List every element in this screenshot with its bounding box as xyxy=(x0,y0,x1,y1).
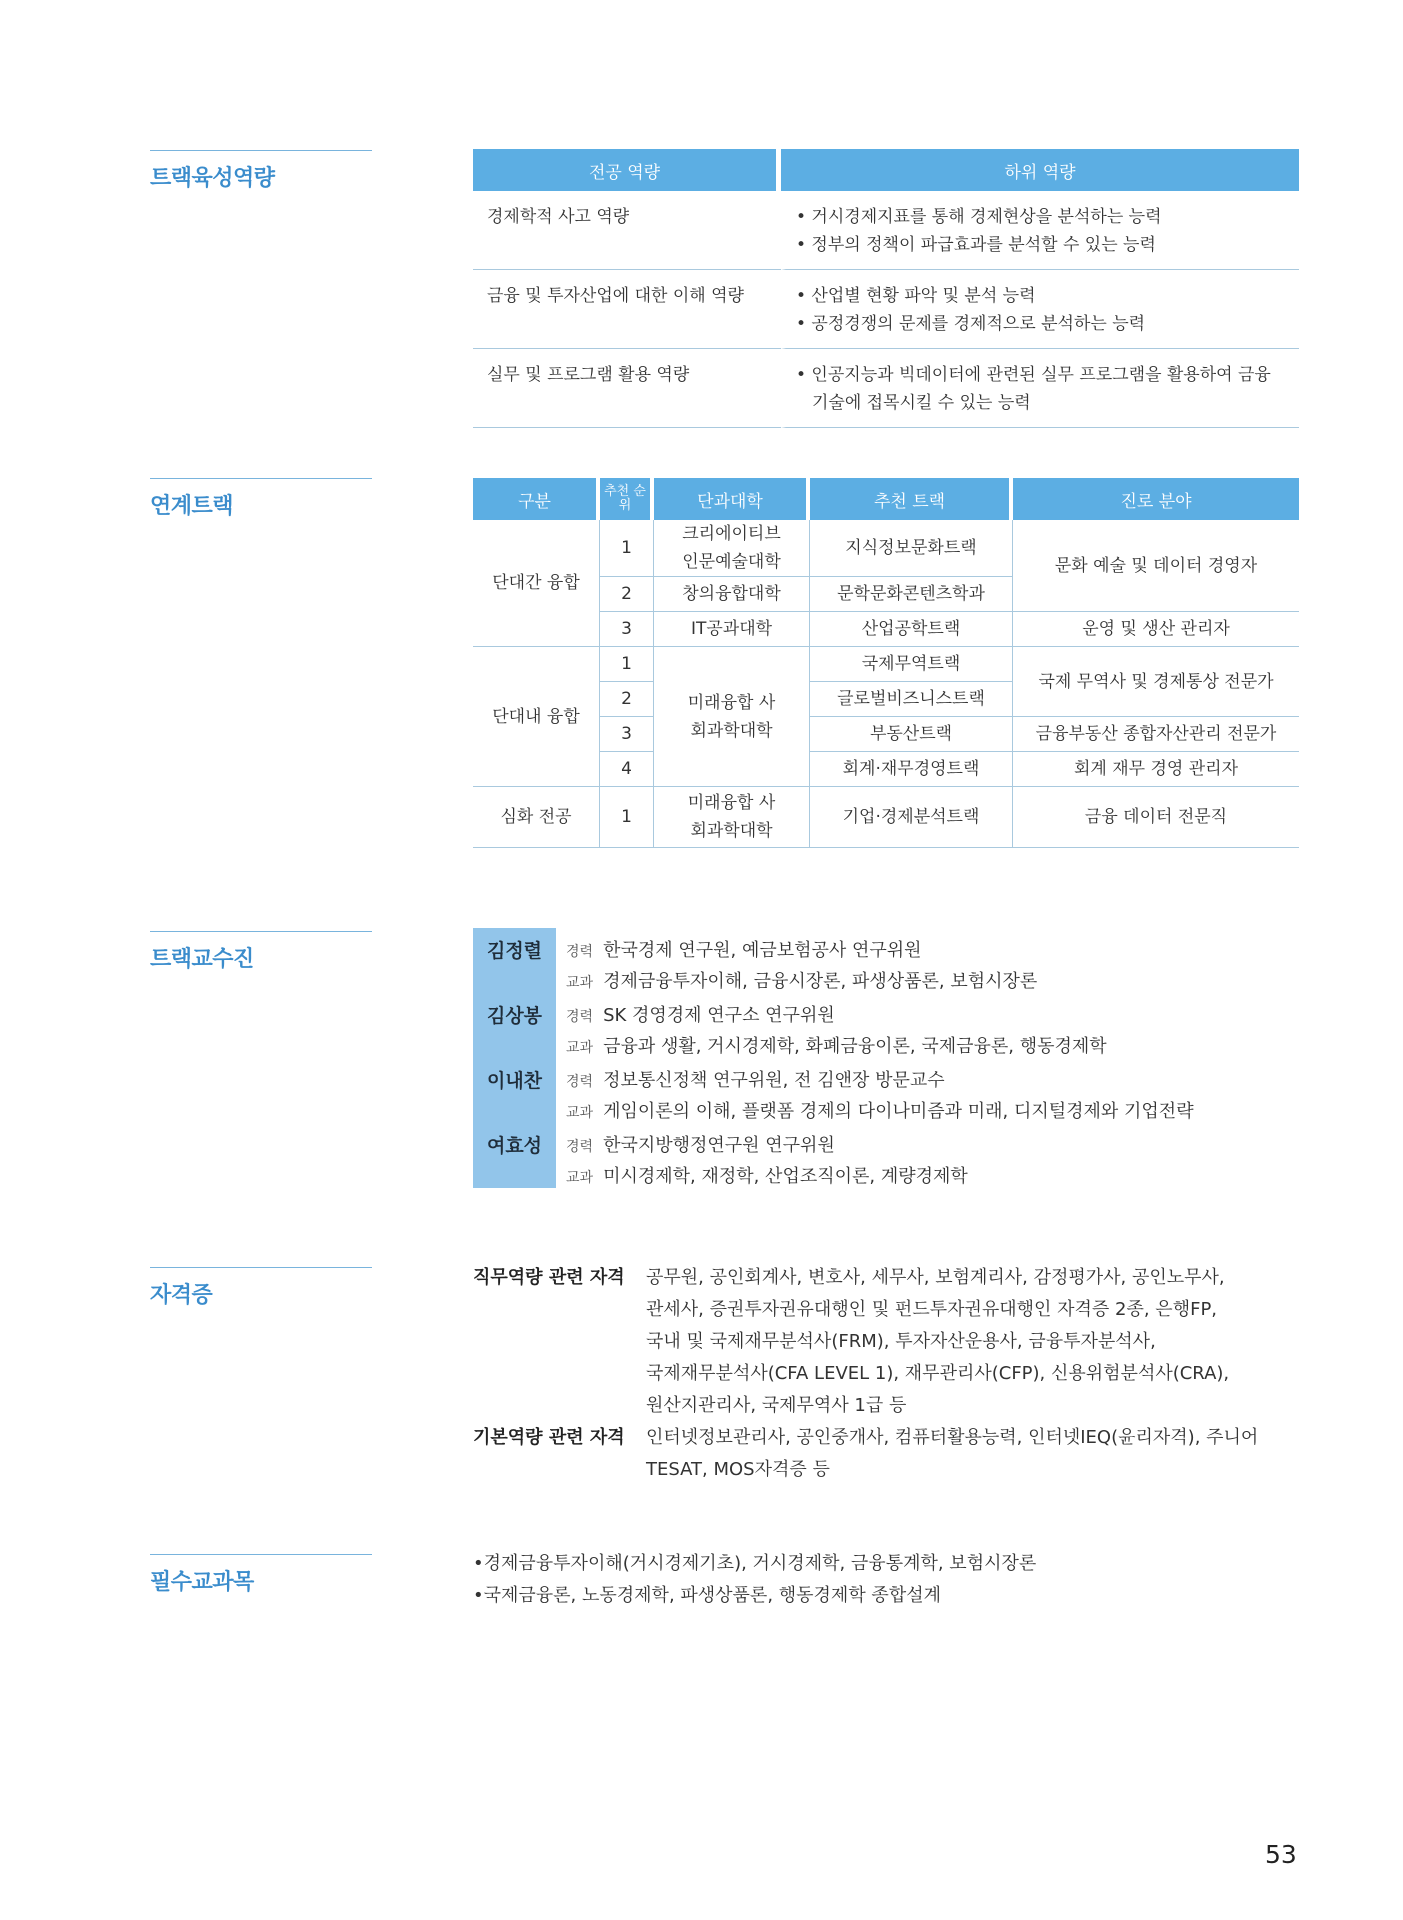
career-cell: 회계 재무 경영 관리자 xyxy=(1013,752,1299,787)
rank-cell: 3 xyxy=(600,717,654,752)
faculty-name: 김상봉 xyxy=(486,1005,543,1027)
course-tag: 교과 xyxy=(566,1105,594,1121)
section-title-faculty: 트랙교수진 xyxy=(150,931,372,973)
certificates-block xyxy=(473,1262,1299,1486)
basic-certificates-label: 기본역량 관련 자격 xyxy=(473,1427,625,1448)
college-cell: 미래융합 사회과학대학 xyxy=(654,647,810,787)
table-row xyxy=(473,191,1299,270)
track-cell: 산업공학트랙 xyxy=(810,612,1013,647)
major-competency-cell: 금융 및 투자산업에 대한 이해 역량 xyxy=(473,270,781,349)
course-tag: 교과 xyxy=(566,1170,594,1186)
header-major-competency: 전공 역량 xyxy=(473,149,781,191)
sub-item: • 산업별 현황 파악 및 분석 능력 xyxy=(796,286,1036,306)
college-cell: 미래융합 사회과학대학 xyxy=(654,787,810,848)
required-course-line: •국제금융론, 노동경제학, 파생상품론, 행동경제학 종합설계 xyxy=(473,1585,941,1606)
table-row xyxy=(473,520,1299,577)
cert-line: TESAT, MOS자격증 등 xyxy=(646,1459,830,1480)
section-title-required: 필수교과목 xyxy=(150,1554,372,1596)
career-cell: 금융부동산 종합자산관리 전문가 xyxy=(1013,717,1299,752)
cert-line: 관세사, 증권투자권유대행인 및 펀드투자권유대행인 자격증 2종, 은행FP, xyxy=(646,1299,1218,1320)
table-row xyxy=(473,787,1299,848)
career-tag: 경력 xyxy=(566,1009,594,1025)
sub-item: • 정부의 정책이 파급효과를 분석할 수 있는 능력 xyxy=(796,235,1156,255)
section-title-competency: 트랙육성역량 xyxy=(150,150,372,192)
rank-cell: 1 xyxy=(600,520,654,577)
cert-line: 국내 및 국제재무분석사(FRM), 투자자산운용사, 금융투자분석사, xyxy=(646,1331,1156,1352)
course-tag: 교과 xyxy=(566,975,594,991)
section-title-linked: 연계트랙 xyxy=(150,478,372,520)
faculty-name: 이내찬 xyxy=(486,1070,543,1092)
sub-item: • 거시경제지표를 통해 경제현상을 분석하는 능력 xyxy=(796,207,1162,227)
sub-competency-cell xyxy=(781,270,1299,349)
section-title-certificates: 자격증 xyxy=(150,1267,372,1309)
career-cell: 금융 데이터 전문직 xyxy=(1013,787,1299,848)
faculty-courses: 금융과 생활, 거시경제학, 화폐금융이론, 국제금융론, 행동경제학 xyxy=(603,1036,1107,1057)
faculty-courses: 경제금융투자이해, 금융시장론, 파생상품론, 보험시장론 xyxy=(603,971,1038,992)
faculty-name: 김정렬 xyxy=(486,940,543,962)
linked-block xyxy=(473,478,1299,848)
faculty-row xyxy=(566,1058,1194,1123)
division-cell: 단대간 융합 xyxy=(473,520,600,647)
career-cell: 운영 및 생산 관리자 xyxy=(1013,612,1299,647)
college-cell: 창의융합대학 xyxy=(654,577,810,612)
college-cell: IT공과대학 xyxy=(654,612,810,647)
table-row xyxy=(473,349,1299,428)
page-number: 53 xyxy=(1265,1840,1297,1869)
required-course-line: •경제금융투자이해(거시경제기초), 거시경제학, 금융통계학, 보험시장론 xyxy=(473,1553,1037,1574)
rank-cell: 4 xyxy=(600,752,654,787)
header-sub-competency: 하위 역량 xyxy=(781,149,1299,191)
rank-cell: 3 xyxy=(600,612,654,647)
career-tag: 경력 xyxy=(566,944,594,960)
track-cell: 기업·경제분석트랙 xyxy=(810,787,1013,848)
division-cell: 단대내 융합 xyxy=(473,647,600,787)
basic-certificates-row xyxy=(473,1422,1299,1486)
sub-competency-cell xyxy=(781,349,1299,428)
rank-cell: 1 xyxy=(600,787,654,848)
cert-line: 국제재무분석사(CFA LEVEL 1), 재무관리사(CFP), 신용위험분석사(CRA), xyxy=(646,1363,1230,1384)
faculty-row xyxy=(566,1123,1194,1188)
basic-certificates-text xyxy=(646,1422,1296,1486)
competency-block xyxy=(473,149,1299,428)
career-tag: 경력 xyxy=(566,1139,594,1155)
cert-line: 인터넷정보관리사, 공인중개사, 컴퓨터활용능력, 인터넷IEQ(윤리자격), 주니어 xyxy=(646,1427,1259,1448)
faculty-career: 한국지방행정연구원 연구위원 xyxy=(603,1135,835,1156)
table-row xyxy=(473,270,1299,349)
faculty-career: 한국경제 연구원, 예금보험공사 연구위원 xyxy=(603,940,922,961)
track-cell: 국제무역트랙 xyxy=(810,647,1013,682)
career-tag: 경력 xyxy=(566,1074,594,1090)
track-cell: 문학문화콘텐츠학과 xyxy=(810,577,1013,612)
table-row xyxy=(473,647,1299,682)
faculty-name: 여효성 xyxy=(486,1135,543,1157)
faculty-details-column xyxy=(556,928,1194,1188)
header-division: 구분 xyxy=(473,478,600,520)
faculty-courses: 게임이론의 이해, 플랫폼 경제의 다이나미즘과 미래, 디지털경제와 기업전략 xyxy=(603,1101,1194,1122)
track-cell: 부동산트랙 xyxy=(810,717,1013,752)
track-cell: 지식정보문화트랙 xyxy=(810,520,1013,577)
sub-item: • 공정경쟁의 문제를 경제적으로 분석하는 능력 xyxy=(796,314,1146,334)
header-rank: 추천 순위 xyxy=(600,478,654,520)
faculty-courses: 미시경제학, 재정학, 산업조직이론, 계량경제학 xyxy=(603,1166,968,1187)
faculty-row xyxy=(566,928,1194,993)
sub-competency-cell xyxy=(781,191,1299,270)
career-cell: 문화 예술 및 데이터 경영자 xyxy=(1013,520,1299,612)
job-certificates-row xyxy=(473,1262,1299,1422)
division-cell: 심화 전공 xyxy=(473,787,600,848)
required-courses-block xyxy=(473,1548,1299,1612)
header-college: 단과대학 xyxy=(654,478,810,520)
faculty-names-column xyxy=(473,928,556,1188)
faculty-career: 정보통신정책 연구위원, 전 김앤장 방문교수 xyxy=(603,1070,945,1091)
rank-cell: 1 xyxy=(600,647,654,682)
cert-line: 원산지관리사, 국제무역사 1급 등 xyxy=(646,1395,907,1416)
faculty-career: SK 경영경제 연구소 연구위원 xyxy=(603,1005,835,1026)
header-career: 진로 분야 xyxy=(1013,478,1299,520)
career-cell: 국제 무역사 및 경제통상 전문가 xyxy=(1013,647,1299,717)
course-tag: 교과 xyxy=(566,1040,594,1056)
major-competency-cell: 실무 및 프로그램 활용 역량 xyxy=(473,349,781,428)
competency-table xyxy=(473,149,1299,428)
rank-cell: 2 xyxy=(600,682,654,717)
sub-item: • 인공지능과 빅데이터에 관련된 실무 프로그램을 활용하여 금융기술에 접목시킬 수 있는 능력 xyxy=(796,365,1271,413)
track-cell: 회계·재무경영트랙 xyxy=(810,752,1013,787)
track-cell: 글로벌비즈니스트랙 xyxy=(810,682,1013,717)
cert-line: 공무원, 공인회계사, 변호사, 세무사, 보험계리사, 감정평가사, 공인노무사, xyxy=(646,1267,1225,1288)
major-competency-cell: 경제학적 사고 역량 xyxy=(473,191,781,270)
rank-cell: 2 xyxy=(600,577,654,612)
job-certificates-label: 직무역량 관련 자격 xyxy=(473,1267,625,1288)
header-track: 추천 트랙 xyxy=(810,478,1013,520)
faculty-block xyxy=(473,928,1299,1188)
linked-track-table xyxy=(473,478,1299,848)
faculty-row xyxy=(566,993,1194,1058)
job-certificates-text xyxy=(646,1262,1296,1422)
college-cell: 크리에이티브 인문예술대학 xyxy=(654,520,810,577)
